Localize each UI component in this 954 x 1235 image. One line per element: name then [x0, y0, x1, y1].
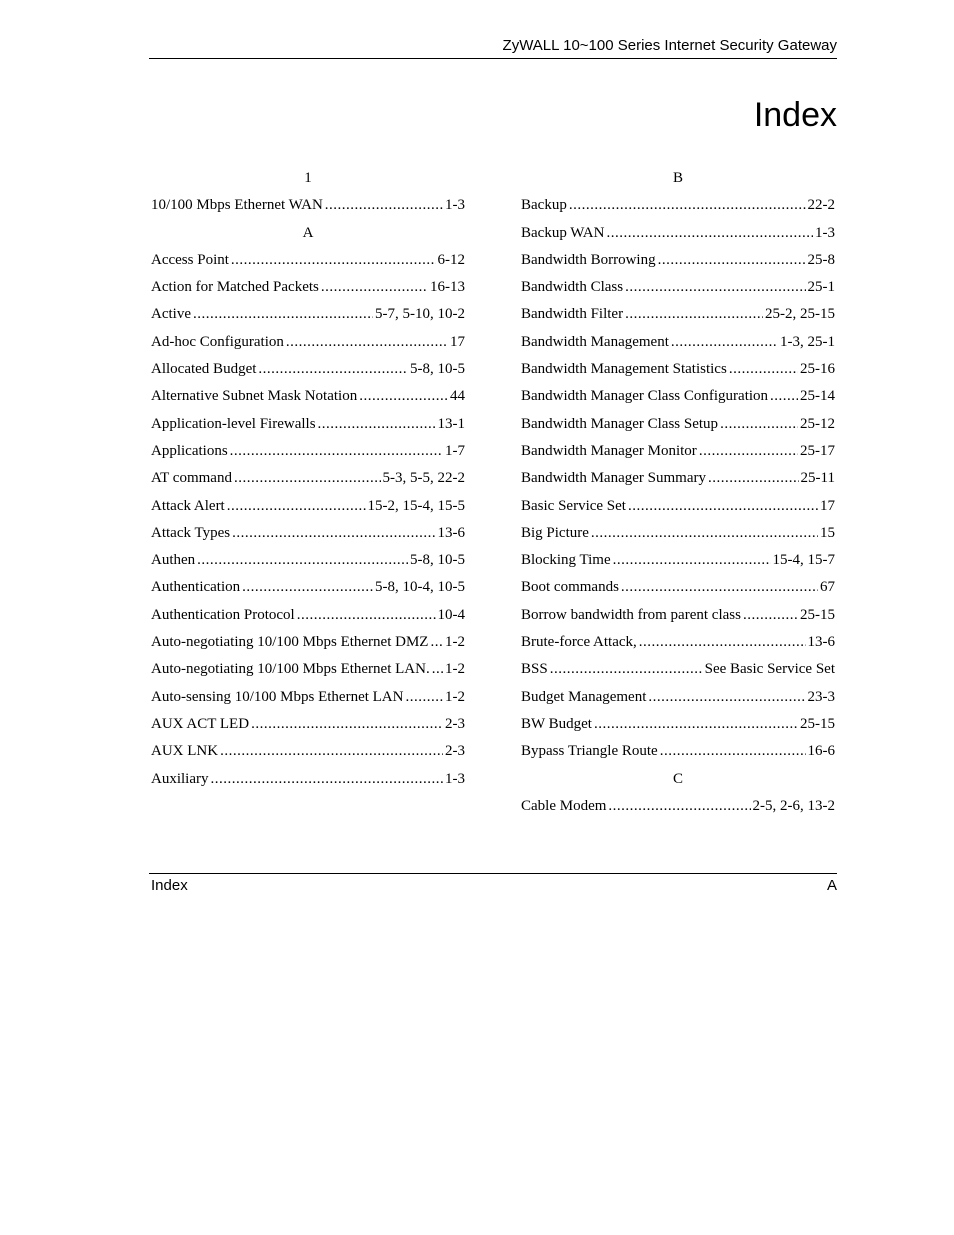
index-letter-heading: [521, 766, 835, 793]
index-term: Blocking Time: [521, 552, 611, 569]
index-page-refs: 25-1: [807, 279, 835, 296]
dot-leader: [251, 711, 443, 738]
index-term: Bandwidth Manager Class Setup: [521, 415, 719, 432]
index-entry: [151, 274, 465, 301]
index-page-refs: 5-8, 10-4, 10-5: [375, 579, 465, 596]
index-entry: [151, 547, 465, 574]
index-page-refs: 17: [450, 333, 465, 350]
footer-section-name: Index: [151, 877, 188, 894]
index-term: Bandwidth Management: [521, 333, 669, 350]
index-entry: [151, 574, 465, 601]
index-entry: [151, 247, 465, 274]
index-term: BW Budget: [521, 715, 592, 732]
index-letter-heading: [151, 165, 465, 192]
dot-leader: [569, 192, 806, 219]
index-term: Auxiliary: [151, 770, 209, 787]
index-term: Bandwidth Management Statistics: [521, 361, 727, 378]
dot-leader: [660, 738, 806, 765]
index-page-refs: 15: [820, 524, 835, 541]
index-entry: [151, 738, 465, 765]
dot-leader: [359, 383, 448, 410]
dot-leader: [211, 766, 444, 793]
index-entry: [521, 220, 835, 247]
dot-leader: [639, 629, 806, 656]
index-page-refs: 2-5, 2-6, 13-2: [752, 797, 835, 814]
footer-page-number: A: [826, 877, 837, 894]
index-page-refs: 1-3, 25-1: [780, 333, 835, 350]
index-entry: [521, 547, 835, 574]
index-page-refs: 16-6: [807, 743, 835, 760]
index-entry: [521, 684, 835, 711]
index-term: Action for Matched Packets: [151, 279, 319, 296]
index-entry: [521, 247, 835, 274]
index-entry: [151, 383, 465, 410]
index-page-refs: 15-4, 15-7: [772, 552, 835, 569]
index-entry: [521, 465, 835, 492]
index-term: Big Picture: [521, 524, 589, 541]
dot-leader: [699, 438, 798, 465]
index-term: Attack Types: [151, 524, 231, 541]
index-term: Bypass Triangle Route: [521, 743, 658, 760]
index-term: Budget Management: [521, 688, 647, 705]
index-term: Bandwidth Manager Summary: [521, 470, 706, 487]
index-column-left: [151, 165, 465, 793]
index-page-refs: 23-3: [807, 688, 835, 705]
index-page-refs: 17: [820, 497, 835, 514]
header-product-name: ZyWALL 10~100 Series Internet Security Gateway: [502, 37, 837, 54]
index-entry: [521, 356, 835, 383]
index-term: Authentication: [151, 579, 241, 596]
index-heading-text: C: [672, 770, 683, 787]
dot-leader: [258, 356, 408, 383]
index-entry: [151, 711, 465, 738]
dot-leader: [606, 220, 813, 247]
dot-leader: [432, 656, 443, 683]
dot-leader: [550, 656, 703, 683]
index-page-refs: 5-3, 5-5, 22-2: [382, 470, 465, 487]
index-page-refs: 2-3: [445, 715, 465, 732]
index-entry: [521, 192, 835, 219]
dot-leader: [625, 274, 805, 301]
index-entry: [151, 192, 465, 219]
index-entry: [151, 493, 465, 520]
dot-leader: [625, 301, 763, 328]
index-entry: [521, 574, 835, 601]
index-page-refs: 1-7: [445, 442, 465, 459]
index-page-refs: 67: [820, 579, 835, 596]
index-entry: [151, 684, 465, 711]
index-page-refs: 1-2: [445, 634, 465, 651]
dot-leader: [230, 438, 443, 465]
index-term: Bandwidth Class: [521, 279, 624, 296]
dot-leader: [591, 520, 818, 547]
dot-leader: [227, 493, 366, 520]
dot-leader: [318, 411, 436, 438]
index-term: Allocated Budget: [151, 361, 257, 378]
index-term: Auto-sensing 10/100 Mbps Ethernet LAN: [151, 688, 404, 705]
dot-leader: [231, 247, 436, 274]
index-entry: [521, 438, 835, 465]
dot-leader: [608, 793, 750, 820]
dot-leader: [770, 383, 798, 410]
index-term: BSS: [521, 661, 548, 678]
dot-leader: [405, 684, 443, 711]
page-title: Index: [753, 96, 837, 134]
index-entry: [151, 656, 465, 683]
index-page-refs: 16-13: [430, 279, 465, 296]
index-heading-text: A: [302, 224, 314, 241]
index-page-refs: 25-17: [800, 442, 835, 459]
index-entry: [521, 656, 835, 683]
dot-leader: [242, 574, 373, 601]
dot-leader: [720, 411, 798, 438]
dot-leader: [648, 684, 805, 711]
index-letter-heading: [151, 220, 465, 247]
index-page-refs: 25-2, 25-15: [765, 306, 835, 323]
index-term: Borrow bandwidth from parent class: [521, 606, 741, 623]
index-term: Backup: [521, 197, 567, 214]
index-entry: [151, 301, 465, 328]
index-page-refs: 25-8: [807, 251, 835, 268]
index-entry: [521, 629, 835, 656]
index-entry: [521, 329, 835, 356]
index-term: Bandwidth Borrowing: [521, 251, 656, 268]
dot-leader: [197, 547, 408, 574]
running-header: [149, 36, 837, 59]
index-page-refs: 1-3: [815, 224, 835, 241]
index-term: Auto-negotiating 10/100 Mbps Ethernet LAN.: [151, 661, 430, 678]
dot-leader: [743, 602, 798, 629]
dot-leader: [671, 329, 778, 356]
index-page-refs: 25-11: [800, 470, 835, 487]
index-page-refs: 22-2: [807, 197, 835, 214]
dot-leader: [613, 547, 771, 574]
index-page-refs: 1-3: [445, 197, 465, 214]
index-term: Auto-negotiating 10/100 Mbps Ethernet DMZ: [151, 634, 429, 651]
index-term: AT command: [151, 470, 232, 487]
index-entry: [521, 274, 835, 301]
index-entry: [521, 411, 835, 438]
index-page-refs: 5-7, 5-10, 10-2: [375, 306, 465, 323]
index-page-refs: 10-4: [437, 606, 465, 623]
index-entry: [521, 301, 835, 328]
dot-leader: [628, 493, 818, 520]
index-entry: [151, 602, 465, 629]
dot-leader: [286, 329, 448, 356]
index-page-refs: 5-8, 10-5: [410, 552, 465, 569]
index-entry: [151, 411, 465, 438]
dot-leader: [234, 465, 381, 492]
index-letter-heading: [521, 165, 835, 192]
index-entry: [521, 493, 835, 520]
index-entry: [521, 520, 835, 547]
dot-leader: [708, 465, 799, 492]
index-term: Attack Alert: [151, 497, 225, 514]
index-entry: [521, 738, 835, 765]
running-footer: [149, 873, 837, 896]
index-term: Alternative Subnet Mask Notation: [151, 388, 358, 405]
dot-leader: [658, 247, 806, 274]
index-term: Application-level Firewalls: [151, 415, 316, 432]
index-term: Brute-force Attack,: [521, 634, 637, 651]
index-entry: [151, 356, 465, 383]
index-page-refs: 13-6: [437, 524, 465, 541]
index-page-refs: 13-6: [807, 634, 835, 651]
index-term: Active: [151, 306, 191, 323]
dot-leader: [430, 629, 443, 656]
index-page-refs: 6-12: [437, 251, 465, 268]
index-page-refs: 1-2: [445, 661, 465, 678]
index-page-refs: 2-3: [445, 743, 465, 760]
index-term: Basic Service Set: [521, 497, 626, 514]
index-entry: [521, 711, 835, 738]
index-column-right: [521, 165, 835, 820]
index-page-refs: 25-12: [800, 415, 835, 432]
dot-leader: [193, 301, 373, 328]
index-entry: [151, 766, 465, 793]
index-heading-text: B: [672, 170, 683, 186]
index-page-refs: 1-3: [445, 770, 465, 787]
index-page-refs: 44: [450, 388, 465, 405]
dot-leader: [232, 520, 435, 547]
index-entry: [151, 329, 465, 356]
index-page-refs: 1-2: [445, 688, 465, 705]
index-term: AUX LNK: [151, 743, 219, 760]
index-entry: [521, 602, 835, 629]
dot-leader: [321, 274, 428, 301]
index-page-refs: 13-1: [437, 415, 465, 432]
index-entry: [151, 520, 465, 547]
index-term: Backup WAN: [521, 224, 605, 241]
index-term: Ad-hoc Configuration: [151, 333, 284, 350]
index-term: Authen: [151, 552, 196, 569]
index-term: 10/100 Mbps Ethernet WAN: [151, 197, 323, 214]
index-term: Bandwidth Manager Class Configuration: [521, 388, 769, 405]
index-entry: [521, 793, 835, 820]
index-page-refs: 25-15: [800, 606, 835, 623]
index-term: AUX ACT LED: [151, 715, 250, 732]
index-page-refs: 25-16: [800, 361, 835, 378]
index-page-refs: 15-2, 15-4, 15-5: [367, 497, 465, 514]
index-entry: [151, 438, 465, 465]
dot-leader: [729, 356, 798, 383]
index-entry: [151, 465, 465, 492]
index-page-refs: 25-14: [800, 388, 835, 405]
index-term: Applications: [151, 442, 228, 459]
dot-leader: [297, 602, 436, 629]
index-term: Authentication Protocol: [151, 606, 295, 623]
index-page-refs: See Basic Service Set: [704, 661, 835, 678]
index-term: Cable Modem: [521, 797, 607, 814]
dot-leader: [325, 192, 443, 219]
index-heading-text: 1: [304, 170, 312, 186]
index-term: Bandwidth Filter: [521, 306, 624, 323]
index-page-refs: 5-8, 10-5: [410, 361, 465, 378]
index-term: Boot commands: [521, 579, 619, 596]
index-term: Bandwidth Manager Monitor: [521, 442, 697, 459]
dot-leader: [621, 574, 818, 601]
index-term: Access Point: [151, 251, 229, 268]
dot-leader: [594, 711, 798, 738]
index-entry: [151, 629, 465, 656]
index-page-refs: 25-15: [800, 715, 835, 732]
index-entry: [521, 383, 835, 410]
dot-leader: [220, 738, 443, 765]
